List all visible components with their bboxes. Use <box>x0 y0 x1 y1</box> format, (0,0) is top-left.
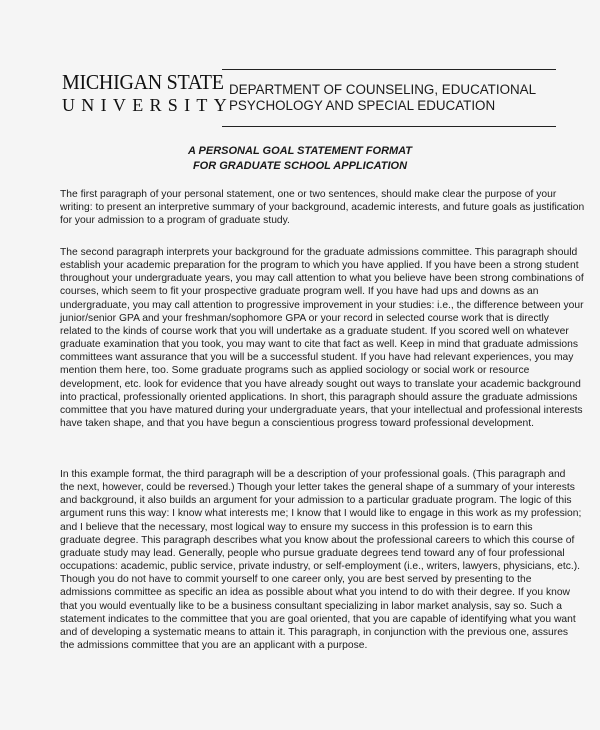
paragraph-line: related to the kinds of course work that you will undertake as a graduate student. If you scored well on whatever <box>60 325 569 337</box>
paragraph-line: occupations: academic, public service, private industry, or self-employment (i.e., writers, lawyers, physicians, etc.). <box>60 561 580 573</box>
department-name <box>229 82 536 114</box>
document-title-line-1: A PERSONAL GOAL STATEMENT FORMAT <box>187 145 413 157</box>
header-rule-top <box>222 69 556 70</box>
paragraph-line: throughout your undergraduate years, you may call attention to what you believe have been strong combinations of <box>60 273 584 285</box>
paragraph-line: argument runs this way: I know what interests me; I know that I would like to engage in this work as my profession; <box>60 508 582 520</box>
paragraph-line: into practical, professionally oriented applications. In short, this paragraph should assure the graduate admissions <box>60 391 578 403</box>
paragraph-line: committees want assurance that you will be a successful student. If you have had relevant experiences, you may <box>60 352 574 364</box>
paragraph-line: courses, which seem to fit your prospective graduate program well. If you have had ups and downs as an <box>60 286 539 298</box>
paragraph-line: development, etc. look for evidence that you have already sought out ways to translate your academic background <box>60 378 581 390</box>
paragraph-line: statement indicates to the committee that you are goal oriented, that you are capable of identifying what you want <box>60 613 576 625</box>
paragraph-line: that you would eventually like to be a business consultant specializing in labor market analysis, say so. Such a <box>60 600 562 612</box>
paragraph-line: junior/senior GPA and your freshman/sophomore GPA or your record in selected course work that is directly <box>60 312 549 324</box>
paragraph-line: establish your academic preparation for the program to which you have applied. If you have been a strong student <box>60 260 579 272</box>
paragraph-line: The second paragraph interprets your background for the graduate admissions committee. This paragraph should <box>60 247 578 258</box>
paragraph-line: and I believe that the necessary, most logical way to ensure my success in this profession is to earn this <box>60 521 533 533</box>
paragraph-line: for your admission to a program of graduate study. <box>60 215 290 227</box>
paragraph-line: and background, it also builds an argument for your admission to a particular graduate program. The logic of this <box>60 495 572 507</box>
paragraph-line: mention them here, too. Some graduate programs such as applied sociology or social work or resource <box>60 365 530 377</box>
paragraph-2 <box>60 246 584 430</box>
paragraph-line: graduate study may lead. Generally, people who pursue graduate degrees tend toward any of four professional <box>60 547 565 559</box>
paragraph-line: undergraduate, you may call attention to progressive improvement in your studies: i.e., the difference between your <box>60 299 584 311</box>
department-line-2: PSYCHOLOGY AND SPECIAL EDUCATION <box>229 98 496 113</box>
paragraph-line: the admissions committee that you are an applicant with a purpose. <box>60 640 368 652</box>
msu-logo <box>62 70 233 116</box>
header-rule-bottom <box>222 126 556 127</box>
paragraph-line: In this example format, the third paragraph will be a description of your professional goals. (This paragraph and <box>60 469 566 480</box>
paragraph-line: The first paragraph of your personal statement, one or two sentences, should make clear the purpose of your <box>60 189 557 200</box>
logo-line-university: UNIVERSITY <box>62 95 233 115</box>
document-title-line-2: FOR GRADUATE SCHOOL APPLICATION <box>192 160 408 172</box>
paragraph-line: Though you do not have to commit yourself to one career only, you are best served by presenting to the <box>60 574 532 586</box>
paragraph-line: writing: to present an interpretive summary of your background, academic interests, and future goals as justification <box>60 202 585 214</box>
paragraph-line: have taken shape, and that you have begun a conscientious progress toward professional development. <box>60 418 534 430</box>
paragraph-line: and of developing a systematic means to attain it. This paragraph, in conjunction with the previous one, assures <box>60 626 569 638</box>
paragraph-line: admissions committee as specific an idea as possible about what you intend to do with their degree. If you know <box>60 587 570 599</box>
paragraph-3 <box>60 468 582 652</box>
paragraph-1 <box>60 188 585 227</box>
department-line-1: DEPARTMENT OF COUNSELING, EDUCATIONAL <box>229 82 537 97</box>
paragraph-line: the next, however, could be reversed.) Though your letter takes the general shape of a summary of your interests <box>60 482 575 494</box>
paragraph-line: committee that you have matured during your undergraduate years, that your intellectual and professional interests <box>60 404 583 416</box>
logo-line-michigan-state: MICHIGAN STATE <box>62 70 224 94</box>
paragraph-line: graduate examination that you took, you may want to cite that fact as well. Keep in mind that graduate admissions <box>60 339 578 351</box>
paragraph-line: graduate degree. This paragraph describes what you know about the professional careers to which this course of <box>60 534 575 546</box>
